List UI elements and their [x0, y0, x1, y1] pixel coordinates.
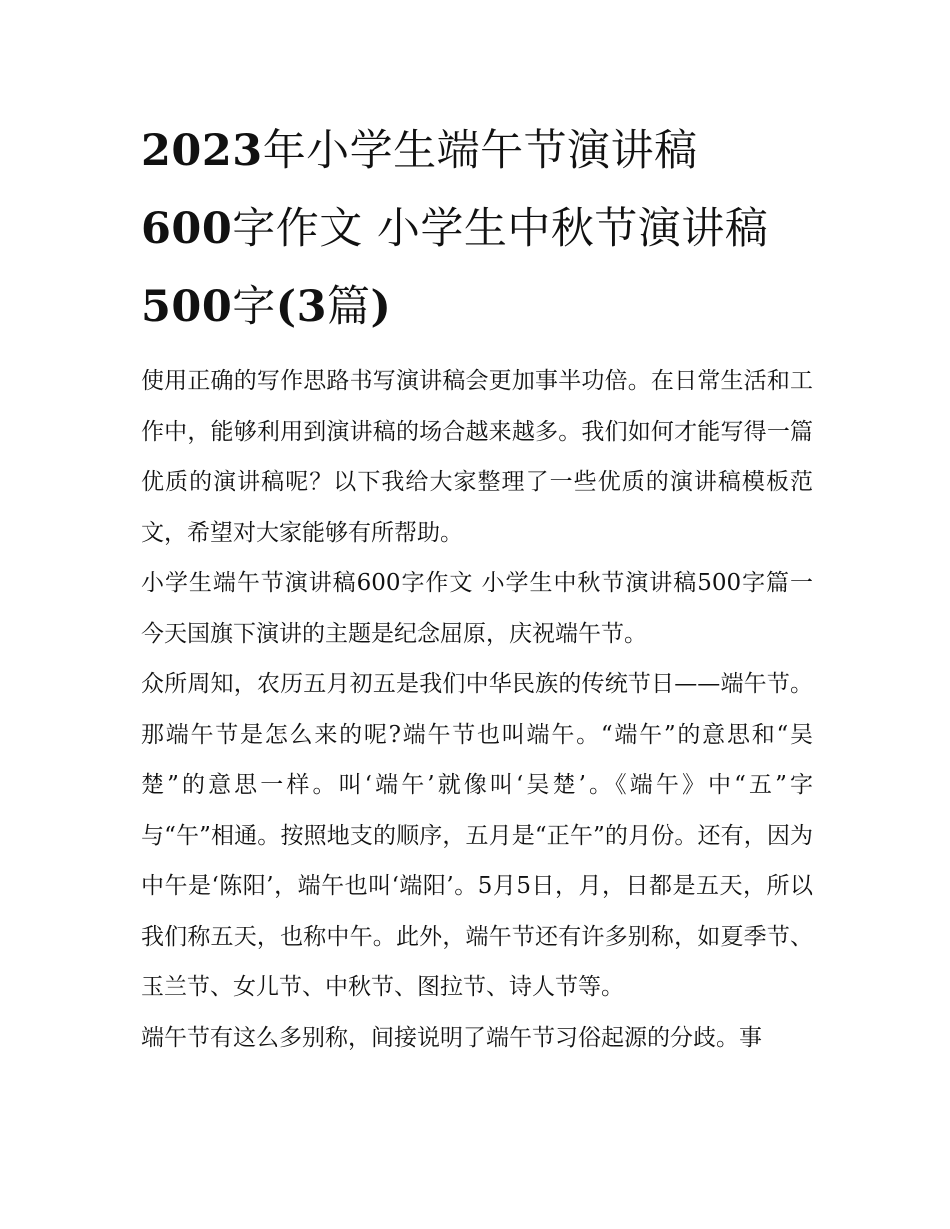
document-page	[141, 112, 813, 1063]
title-paren-close: )	[370, 282, 392, 332]
title-text-2: 字作文 小学生中秋节演讲稿	[232, 204, 769, 254]
paragraph-origin: 众所周知，农历五月初五是我们中华民族的传统节日——端午节。那端午节是怎么来的呢?端午节也叫端午。“端午”的意思和“吴楚”的意思一样。叫‘端午’就像叫‘吴楚’。《端午》中“五”字与“午”相通。按照地支的顺序，五月是“正午”的月份。还有，因为中午是‘陈阳’，端午也叫‘端阳’。5月5日，月，日都是五天，所以我们称五天，也称中午。此外，端午节还有许多别称，如夏季节、玉兰节、女儿节、中秋节、图拉节、诗人节等。	[141, 671, 813, 1000]
paragraph-heading: 小学生端午节演讲稿600字作文 小学生中秋节演讲稿500字篇一 今天国旗下演讲的主题是纪念屈原，庆祝端午节。	[141, 570, 813, 647]
paragraph-intro: 使用正确的写作思路书写演讲稿会更加事半功倍。在日常生活和工作中，能够利用到演讲稿的场合越来越多。我们如何才能写得一篇优质的演讲稿呢？以下我给大家整理了一些优质的演讲稿模板范文，希望对大家能够有所帮助。	[141, 368, 813, 546]
document-title	[141, 112, 813, 346]
title-year: 2023	[141, 126, 263, 176]
title-count-600: 600	[141, 204, 233, 254]
paragraph-names: 端午节有这么多别称，间接说明了端午节习俗起源的分歧。事	[141, 1024, 762, 1051]
title-text-1: 年小学生端午节演讲稿	[262, 126, 698, 176]
title-text-4: 篇	[327, 282, 371, 332]
title-text-3: 字	[232, 282, 276, 332]
title-paren-open: (3	[275, 282, 328, 332]
title-count-500: 500	[141, 282, 233, 332]
document-body	[141, 356, 813, 1063]
